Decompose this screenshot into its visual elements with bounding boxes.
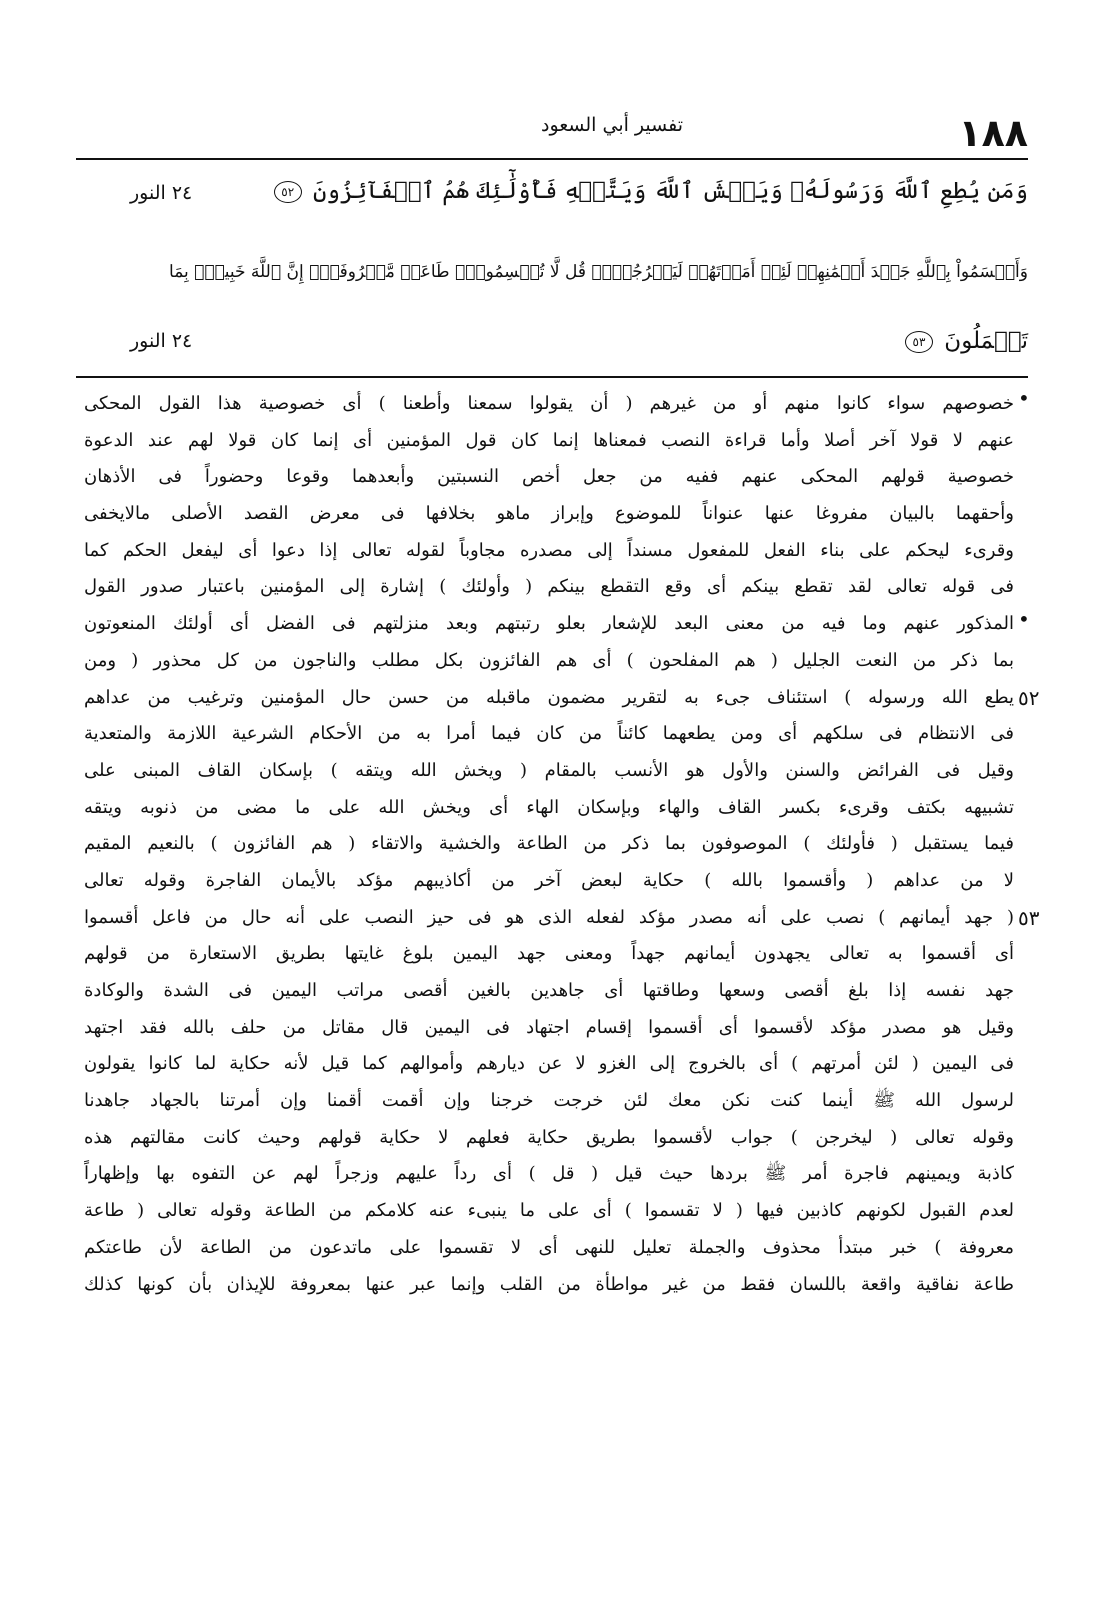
bullet-marker: • xyxy=(1018,386,1030,410)
verse-text xyxy=(901,328,1028,354)
header-rule xyxy=(76,158,1028,160)
commentary-line: تشبيهه بكتف وقرىء بكسر القاف والهاء وبإسكان الهاء أى ويخش الله على ما مضى من ذنوبه ويتقه xyxy=(84,796,1014,818)
commentary-line: لعدم القبول لكونهم كاذبين فيها ( لا تقسموا ) أى على ما ينبىء عنه كلامكم من الطاعة وقوله تعالى ( طاعة xyxy=(84,1200,1014,1222)
running-title: تفسير أبي السعود xyxy=(540,114,683,136)
page-number: ١٨٨ xyxy=(958,111,1028,155)
verse-number-52: ٥٢ xyxy=(1018,686,1040,710)
commentary-line: وقوله تعالى ( ليخرجن ) جواب لأقسموا بطريق حكاية فعلهم لا حكاية قولهم وحيث كانت مقالتهم هذه xyxy=(84,1126,1014,1148)
ayah-marker: ٥٣ xyxy=(905,331,933,353)
bullet-marker: • xyxy=(1018,607,1030,631)
commentary-line: فيما يستقبل ( فأولئك ) الموصوفون بما ذكر من الطاعة والخشية والاتقاء ( هم الفائزون ) بالنعيم المقيم xyxy=(84,833,1014,855)
commentary-line: يطع الله ورسوله ) استئناف جىء به لتقرير مضمون ماقبله من حسن حال المؤمنين وترغيب من عداهم xyxy=(84,686,1014,708)
commentary-line: جهد نفسه إذا بلغ أقصى وسعها وطاقتها أى جاهدين بالغين أقصى مراتب اليمين فى الشدة والوكادة xyxy=(84,980,1014,1001)
commentary-line: خصوصهم سواء كانوا منهم أو من غيرهم ( أن يقولوا سمعنا وأطعنا ) أى خصوصية هذا القول المحكى xyxy=(84,393,1014,414)
verse-text xyxy=(270,178,1028,204)
commentary-line: وقرىء ليحكم على بناء الفعل للمفعول مسنداً إلى مصدره مجاوباً لقوله تعالى إذا دعوا أى ليفعل الحكم كما xyxy=(84,539,1014,561)
commentary-line: لا من عداهم ( وأقسموا بالله ) حكاية لبعض آخر من أكاذيبهم مؤكد بالأيمان الفاجرة وقوله تعالى xyxy=(84,869,1014,891)
verse-53-text-line2: تَعۡمَلُونَ xyxy=(944,328,1028,354)
verse-reference: ٢٤ النور xyxy=(130,182,193,204)
commentary-line: كاذبة ويمينهم فاجرة أمر ﷺ بردها حيث قيل ( قل ) أى رداً عليهم وزجراً لهم عن التفوه بها وإظهاراً xyxy=(84,1163,1014,1185)
commentary-line: وقيل فى الفرائض والسنن والأول هو الأنسب بالمقام ( ويخش الله ويتقه ) بإسكان القاف المبنى على xyxy=(84,759,1014,781)
commentary-line: لرسول الله ﷺ أينما كنت نكن معك لئن خرجت خرجنا وإن أقمت أقمنا وإن أمرتنا بالجهاد جاهدنا xyxy=(84,1090,1014,1112)
verse-block-53 xyxy=(76,252,1028,362)
commentary-line: خصوصية قولهم المحكى عنهم ففيه من جعل أخص النسبتين وأبعدهما وقوعا وحضوراً فى الأذهان xyxy=(84,466,1014,488)
commentary-line: طاعة نفاقية واقعة باللسان فقط من غير مواطأة من القلب وإنما عبر عنها بمعروفة للإيذان بأن كونها كذلك xyxy=(84,1273,1014,1295)
commentary-line: فى اليمين ( لئن أمرتهم ) أى بالخروج إلى الغزو لا عن ديارهم وأموالهم كما قيل لأنه حكاية لما كانوا يقولون xyxy=(84,1053,1014,1075)
verse-number-53: ٥٣ xyxy=(1018,906,1040,930)
verse-reference: ٢٤ النور xyxy=(130,330,193,352)
verse-53-text-line1: وَأَقۡسَمُواْ بِٱللَّهِ جَهۡدَ أَيۡمَٰنِهِمۡ لَئِنۡ أَمَرۡتَهُمۡ لَيَخۡرُجُنَّۖ قُل لَّا تُقۡسِمُواْۖ طَاعَةٞ مَّعۡرُوفَةٌۚ إِنَّ ٱللَّهَ خَبِيرُۢ بِمَا xyxy=(169,262,1028,282)
commentary-line: المذكور عنهم وما فيه من معنى البعد للإشعار بعلو رتبتهم وبعد منزلتهم فى الفضل أى أولئك المنعوتون xyxy=(84,613,1014,635)
commentary-line: عنهم لا قولا آخر أصلا وأما قراءة النصب فمعناها إنما كان قول المؤمنين أى إنما كان قولا لهم عند الدعوة xyxy=(84,429,1014,451)
ayah-marker: ٥٢ xyxy=(274,181,302,203)
verse-commentary-rule xyxy=(76,376,1028,378)
page-header xyxy=(76,108,1028,158)
commentary-line: وأحقهما بالبيان مفروغا عنها عنواناً للموضوع وإبراز ماهو بخلافها فى معرض القصد الأصلى مالايخفى xyxy=(84,503,1014,525)
commentary-line: فى الانتظام فى سلكهم أى ومن يطعهما كائناً من كان فيما أمرا به من الأحكام الشرعية اللازمة والمتعدية xyxy=(84,723,1014,745)
commentary-line: ( جهد أيمانهم ) نصب على أنه مصدر مؤكد لفعله الذى هو فى حيز النصب على أنه حال من فاعل أقسموا xyxy=(84,906,1014,928)
verse-52-text: وَمَن يُطِعِ ٱللَّهَ وَرَسُولَهُۥ وَيَخۡشَ ٱللَّهَ وَيَتَّقۡهِ فَأُوْلَٰٓئِكَ هُمُ ٱلۡفَآئِزُونَ xyxy=(313,178,1028,204)
commentary-line: أى أقسموا به تعالى يجهدون أيمانهم جهداً ومعنى جهد اليمين بلوغ غايتها بطريق الاستعارة من قولهم xyxy=(84,943,1014,965)
commentary-line: فى قوله تعالى لقد تقطع بينكم أى وقع التقطع بينكم ( وأولئك ) إشارة إلى المؤمنين باعتبار صدور القول xyxy=(84,576,1014,598)
commentary-line: معروفة ) خبر مبتدأ محذوف والجملة تعليل للنهى أى لا تقسموا على ماتدعون من الطاعة لأن طاعتكم xyxy=(84,1236,1014,1258)
commentary-line: بما ذكر من النعت الجليل ( هم المفلحون ) أى هم الفائزون بكل مطلب والناجون من كل محذور ( ومن xyxy=(84,649,1014,671)
verse-block-52 xyxy=(76,172,1028,222)
commentary-body xyxy=(84,386,1014,1303)
commentary-line: وقيل هو مصدر مؤكد لأقسموا أى أقسموا إقسام اجتهاد فى اليمين قال مقاتل من حلف بالله فقد اجتهد xyxy=(84,1016,1014,1038)
